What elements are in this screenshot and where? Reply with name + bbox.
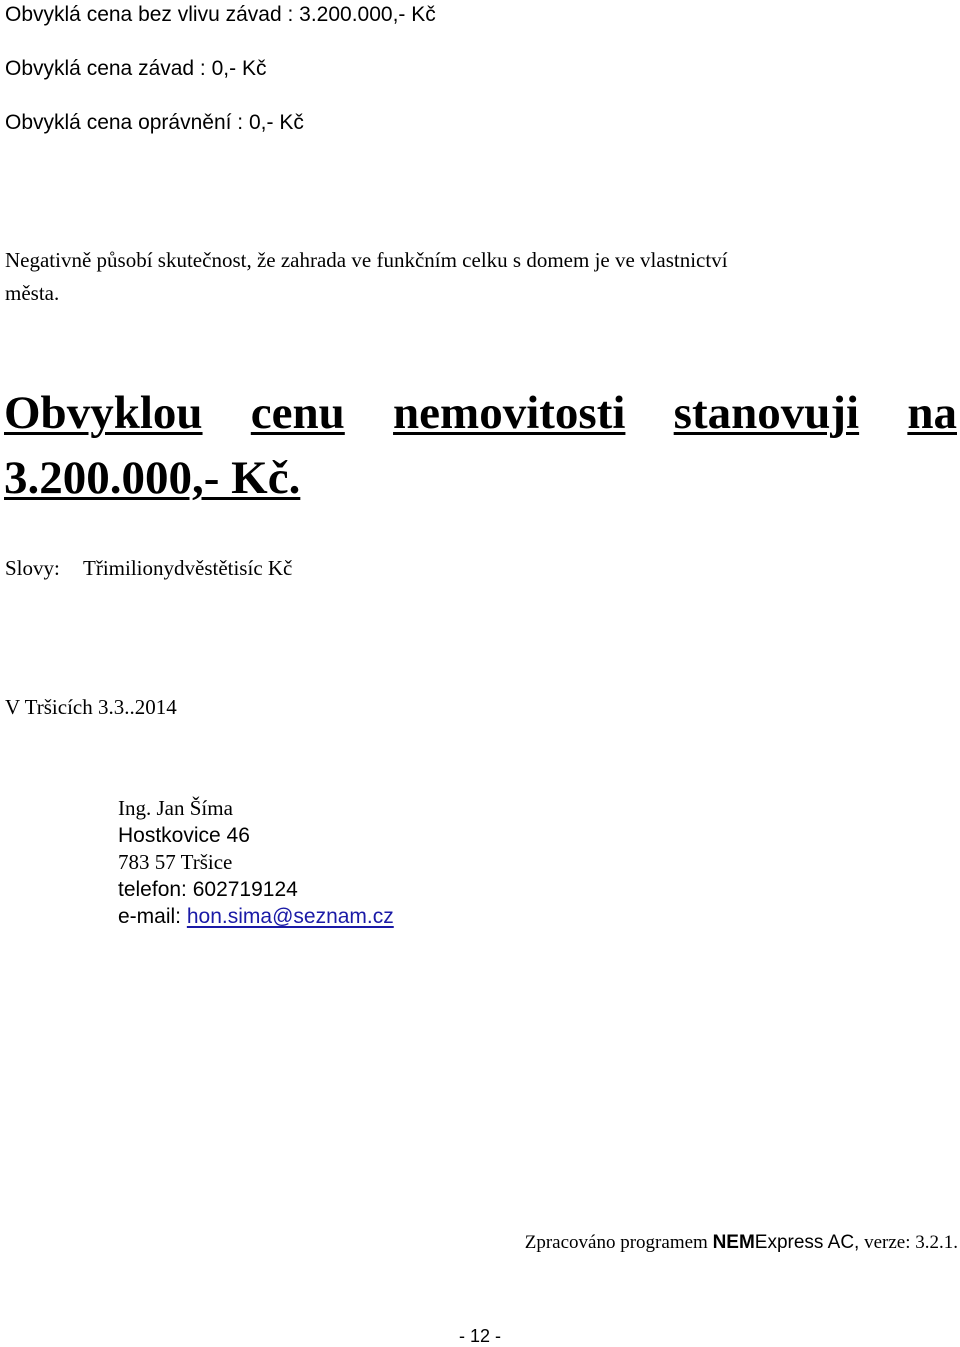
words-value: Třimilionydvěstětisíc Kč xyxy=(83,556,293,580)
footer-credit xyxy=(525,1232,958,1254)
negative-note-line1: Negativně působí skutečnost, že zahrada ve funkčním celku s domem je ve vlastnictví xyxy=(5,248,728,272)
price-defects: Obvyklá cena závad : 0,- Kč xyxy=(5,57,267,80)
price-without-defects: Obvyklá cena bez vlivu závad : 3.200.000,- Kč xyxy=(5,3,436,26)
headline-word: stanovuji xyxy=(673,387,860,439)
valuation-headline xyxy=(4,387,957,439)
program-brand: NEMExpress AC, xyxy=(712,1232,860,1253)
signature-phone: telefon: 602719124 xyxy=(118,878,298,901)
signature-name: Ing. Jan Šíma xyxy=(118,796,233,820)
headline-word: na xyxy=(907,387,957,439)
place-date: V Tršicích 3.3..2014 xyxy=(5,695,177,719)
page-number: - 12 - xyxy=(458,1326,501,1346)
email-label: e-mail: xyxy=(118,905,182,928)
negative-note-line1-end: města. xyxy=(5,281,60,305)
headline-word: nemovitosti xyxy=(393,387,626,439)
footer-prefix: Zpracováno programem xyxy=(524,1232,708,1253)
signature-email-row xyxy=(118,903,394,930)
words-label: Slovy: xyxy=(5,556,60,580)
signature-city: 783 57 Tršice xyxy=(118,850,233,874)
price-rights: Obvyklá cena oprávnění : 0,- Kč xyxy=(5,111,304,134)
email-link[interactable]: hon.sima@seznam.cz xyxy=(186,905,394,928)
signature-street: Hostkovice 46 xyxy=(118,824,250,847)
footer-version: verze: 3.2.1. xyxy=(864,1232,958,1253)
headline-word: Obvyklou xyxy=(4,387,203,439)
signature-block xyxy=(118,795,394,930)
valuation-amount: 3.200.000,- Kč. xyxy=(4,452,301,504)
headline-word: cenu xyxy=(250,387,345,439)
